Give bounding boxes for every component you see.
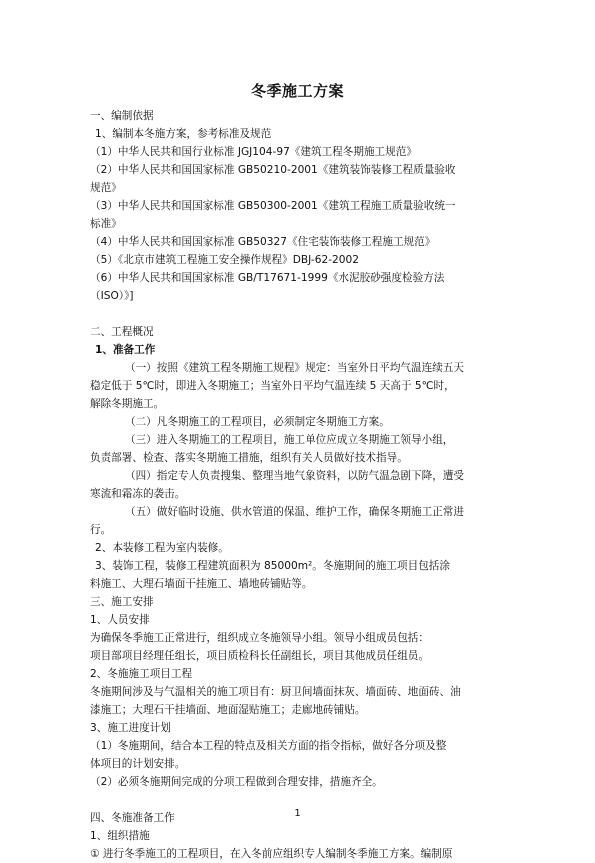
paragraph-line: 稳定低于 5℃时，即进入冬期施工；当室外日平均气温连续 5 天高于 5℃时，	[90, 380, 455, 392]
paragraph-line: （二）凡冬期施工的工程项目，必须制定冬期施工方案。	[125, 416, 390, 428]
paragraph-line: 3、装饰工程，装修工程建筑面积为 85000m²。冬施期间的施工项目包括涂	[95, 560, 450, 572]
paragraph-line: （五）做好临时设施、供水管道的保温、维护工作，确保冬期施工正常进	[125, 506, 464, 518]
paragraph-line: 冬施期间涉及与气温相关的施工项目有：厨卫间墙面抹灰、墙面砖、地面砖、油	[90, 686, 461, 698]
paragraph-line: （一）按照《建筑工程冬期施工规程》规定：当室外日平均气温连续五天	[125, 362, 464, 374]
paragraph-line: 料施工、大理石墙面干挂施工、墙地砖铺贴等。	[90, 578, 313, 590]
paragraph-line: （2）中华人民共和国国家标准 GB50210-2001《建筑装饰装修工程质量验收	[90, 164, 456, 176]
paragraph-line: 漆施工；大理石干挂墙面、地面湿贴施工；走廊地砖铺贴。	[90, 704, 366, 716]
subsection-heading: 1、组织措施	[90, 830, 150, 842]
paragraph-line: （四）指定专人负责搜集、整理当地气象资料，以防气温急剧下降，遭受	[125, 470, 464, 482]
section-heading: 一、编制依据	[90, 110, 154, 122]
paragraph-line: （5）《北京市建筑工程施工安全操作规程》DBJ-62-2002	[90, 254, 359, 266]
paragraph-line: 体项目的计划安排。	[90, 758, 186, 770]
paragraph-line: （6）中华人民共和国国家标准 GB/T17671-1999《水泥胶砂强度检验方法	[90, 272, 445, 284]
document-body	[90, 107, 508, 863]
paragraph-line: 为确保冬季施工正常进行，组织成立冬施领导小组。领导小组成员包括：	[90, 632, 429, 644]
paragraph-line: （3）中华人民共和国国家标准 GB50300-2001《建筑工程施工质量验收统一	[90, 200, 456, 212]
subsection-heading: 3、施工进度计划	[90, 722, 171, 734]
paragraph-line: 2、本装修工程为室内装修。	[95, 542, 229, 554]
paragraph-line: 1、编制本冬施方案，参考标准及规范	[95, 128, 272, 140]
page-number: 1	[294, 808, 301, 819]
paragraph-line: 解除冬期施工。	[90, 398, 165, 410]
paragraph-line: ① 进行冬季施工的工程项目，在入冬前应组织专人编制冬季施工方案。编制原	[90, 848, 453, 860]
paragraph-line: （1）冬施期间，结合本工程的特点及相关方面的指令指标，做好各分项及整	[90, 740, 447, 752]
section-heading: 二、工程概况	[90, 326, 154, 338]
paragraph-line: 标准》	[90, 218, 122, 230]
document-title: 冬季施工方案	[250, 82, 344, 100]
paragraph-line: （2）必须冬施期间完成的分项工程做到合理安排，措施齐全。	[90, 776, 383, 788]
paragraph-line: （4）中华人民共和国国家标准 GB50327《住宅装饰装修工程施工规范》	[90, 236, 436, 248]
paragraph-line: （ISO）》]	[90, 290, 134, 302]
subsection-heading: 1、人员安排	[90, 614, 150, 626]
paragraph-line: 行。	[90, 524, 112, 536]
paragraph-line: （三）进入冬期施工的工程项目，施工单位应成立冬期施工领导小组，	[125, 434, 454, 446]
paragraph-line: 负责部署、检查、落实冬期施工措施，组织有关人员做好技术指导。	[90, 452, 408, 464]
paragraph-line: （1）中华人民共和国行业标准 JGJ104-97《建筑工程冬期施工规范》	[90, 146, 417, 158]
section-heading: 三、施工安排	[90, 596, 154, 608]
paragraph-line: 寒流和霜冻的袭击。	[90, 488, 186, 500]
spacer	[90, 791, 508, 809]
subsection-heading: 1、准备工作	[95, 344, 156, 356]
subsection-heading: 2、冬施施工项目工程	[90, 668, 193, 680]
paragraph-line: 规范》	[90, 182, 122, 194]
spacer	[90, 305, 508, 323]
paragraph-line: 项目部项目经理任组长，项目质检科长任副组长，项目其他成员任组员。	[90, 650, 429, 662]
section-heading: 四、冬施准备工作	[90, 812, 175, 824]
